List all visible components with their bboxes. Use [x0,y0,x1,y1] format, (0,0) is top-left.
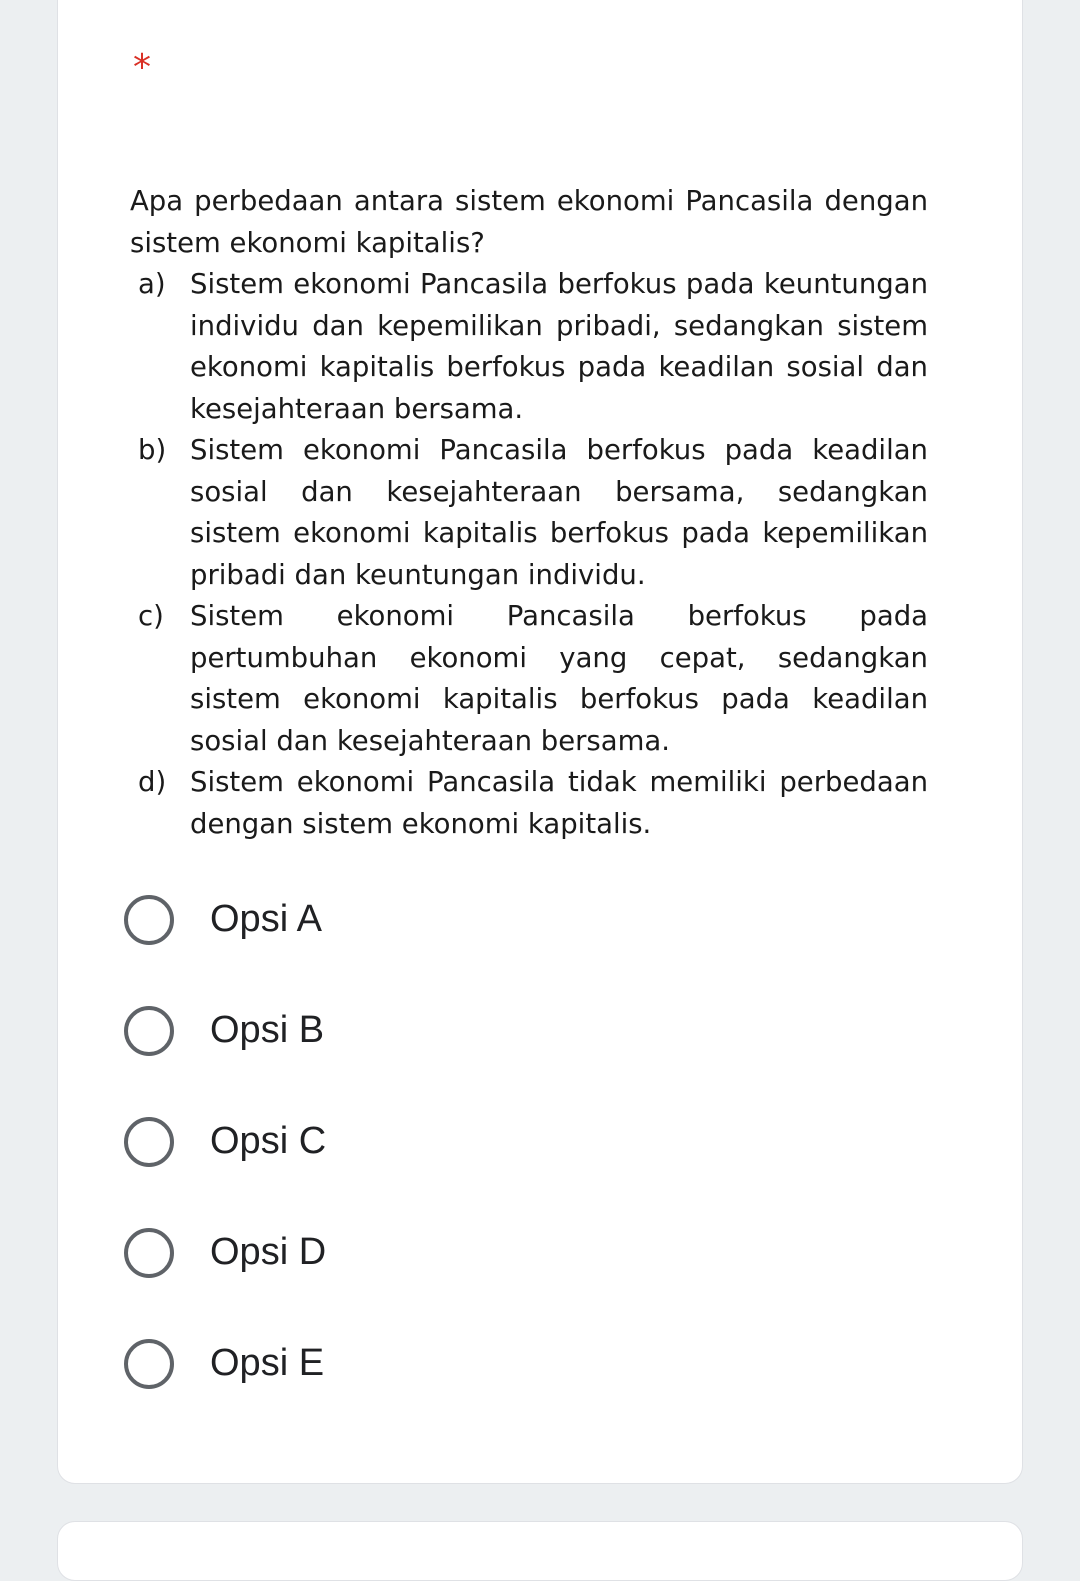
next-question-card [57,1521,1023,1581]
choice-letter: d) [138,766,167,798]
radio-option-group [124,864,824,1419]
radio-option-d[interactable] [124,1197,824,1308]
choice-letter: c) [138,600,164,632]
choice-b [130,430,928,596]
question-text: Apa perbedaan antara sistem ekonomi Pancasila dengan sistem ekonomi kapitalis? [130,185,928,259]
choice-text: Sistem ekonomi Pancasila berfokus pada keuntungan individu dan kepemilikan pribadi, sedangkan sistem ekonomi kapitalis berfokus pada keadilan sosial dan kesejahteraan bersama. [190,268,928,425]
radio-option-b[interactable] [124,975,824,1086]
radio-button-icon[interactable] [124,1228,174,1278]
radio-button-icon[interactable] [124,1117,174,1167]
choice-letter: b) [138,434,167,466]
radio-option-c[interactable] [124,1086,824,1197]
choice-c [130,596,928,762]
radio-button-icon[interactable] [124,1006,174,1056]
question-body [130,181,928,845]
option-label: Opsi D [210,1231,327,1273]
radio-option-a[interactable] [124,864,824,975]
radio-option-e[interactable] [124,1308,824,1419]
choice-text: Sistem ekonomi Pancasila tidak memiliki perbedaan dengan sistem ekonomi kapitalis. [190,766,928,840]
option-label: Opsi E [210,1342,325,1384]
choice-a [130,264,928,430]
choice-text: Sistem ekonomi Pancasila berfokus pada keadilan sosial dan kesejahteraan bersama, sedangkan sistem ekonomi kapitalis berfokus pada kepemilikan pribadi dan keuntungan individu. [190,434,928,591]
choice-text: Sistem ekonomi Pancasila berfokus pada pertumbuhan ekonomi yang cepat, sedangkan sistem ekonomi kapitalis berfokus pada keadilan sosial dan kesejahteraan bersama. [190,600,928,757]
option-label: Opsi C [210,1120,327,1162]
option-label: Opsi A [210,898,322,940]
choice-d [130,762,928,845]
option-label: Opsi B [210,1009,325,1051]
radio-button-icon[interactable] [124,1339,174,1389]
choice-letter: a) [138,268,166,300]
required-asterisk: * [133,47,151,88]
radio-button-icon[interactable] [124,895,174,945]
